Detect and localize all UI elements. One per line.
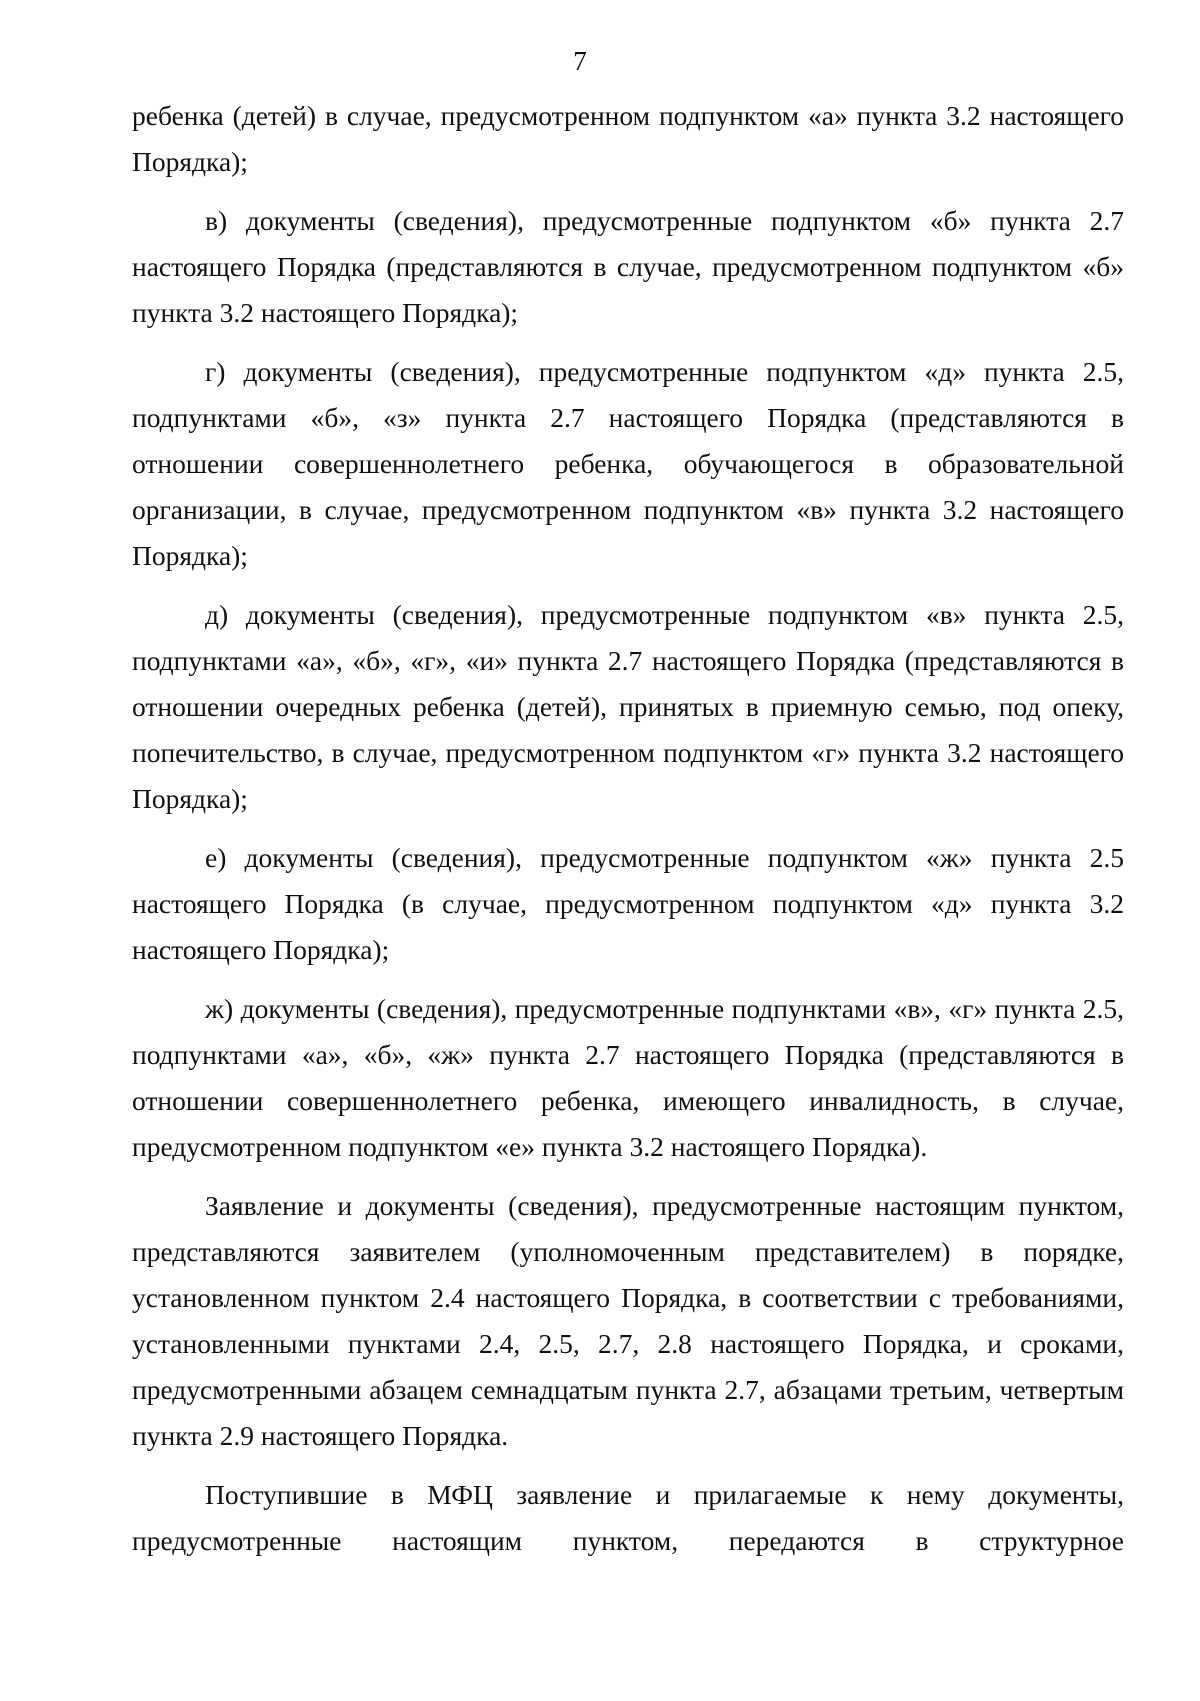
paragraph-item-e: е) документы (сведения), предусмотренные подпунктом «ж» пункта 2.5 настоящего Порядка (в случае, предусмотренном подпунктом «д» пункта 3.2 настоящего Порядка); [132,842,1124,965]
paragraph-item-d: д) документы (сведения), предусмотренные подпунктом «в» пункта 2.5, подпунктами «а», «б», «г», «и» пункта 2.7 настоящего Порядка (представляются в отношении очередных ребенка (детей), принятых в приемную семью, под опеку, попечительство, в случае, предусмотренном подпунктом «г» пункта 3.2 настоящего Порядка); [132,599,1124,814]
paragraph-mfc-transfer: Поступившие в МФЦ заявление и прилагаемые к нему документы, предусмотренные настоящим пунктом, передаются в структурное [132,1479,1124,1556]
paragraph-application-documents: Заявление и документы (сведения), предусмотренные настоящим пунктом, представляются заявителем (уполномоченным представителем) в порядке, установленном пунктом 2.4 настоящего Порядка, в соответствии с требованиями, установленными пунктами 2.4, 2.5, 2.7, 2.8 настоящего Порядка, и сроками, предусмотренными абзацем семнадцатым пункта 2.7, абзацами третьим, четвертым пункта 2.9 настоящего Порядка. [132,1190,1124,1451]
page-number: 7 [573,46,587,76]
document-body [132,93,1124,1564]
paragraph-item-v: в) документы (сведения), предусмотренные подпунктом «б» пункта 2.7 настоящего Порядка (представляются в случае, предусмотренном подпунктом «б» пункта 3.2 настоящего Порядка); [132,205,1124,328]
paragraph-item-zh: ж) документы (сведения), предусмотренные подпунктами «в», «г» пункта 2.5, подпунктами «а», «б», «ж» пункта 2.7 настоящего Порядка (представляются в отношении совершеннолетнего ребенка, имеющего инвалидность, в случае, предусмотренном подпунктом «е» пункта 3.2 настоящего Порядка). [132,993,1124,1162]
paragraph-item-g: г) документы (сведения), предусмотренные подпунктом «д» пункта 2.5, подпунктами «б», «з» пункта 2.7 настоящего Порядка (представляются в отношении совершеннолетнего ребенка, обучающегося в образовательной организации, в случае, предусмотренном подпунктом «в» пункта 3.2 настоящего Порядка); [132,356,1124,571]
paragraph-continuation: ребенка (детей) в случае, предусмотренном подпунктом «а» пункта 3.2 настоящего Порядка); [132,100,1124,177]
